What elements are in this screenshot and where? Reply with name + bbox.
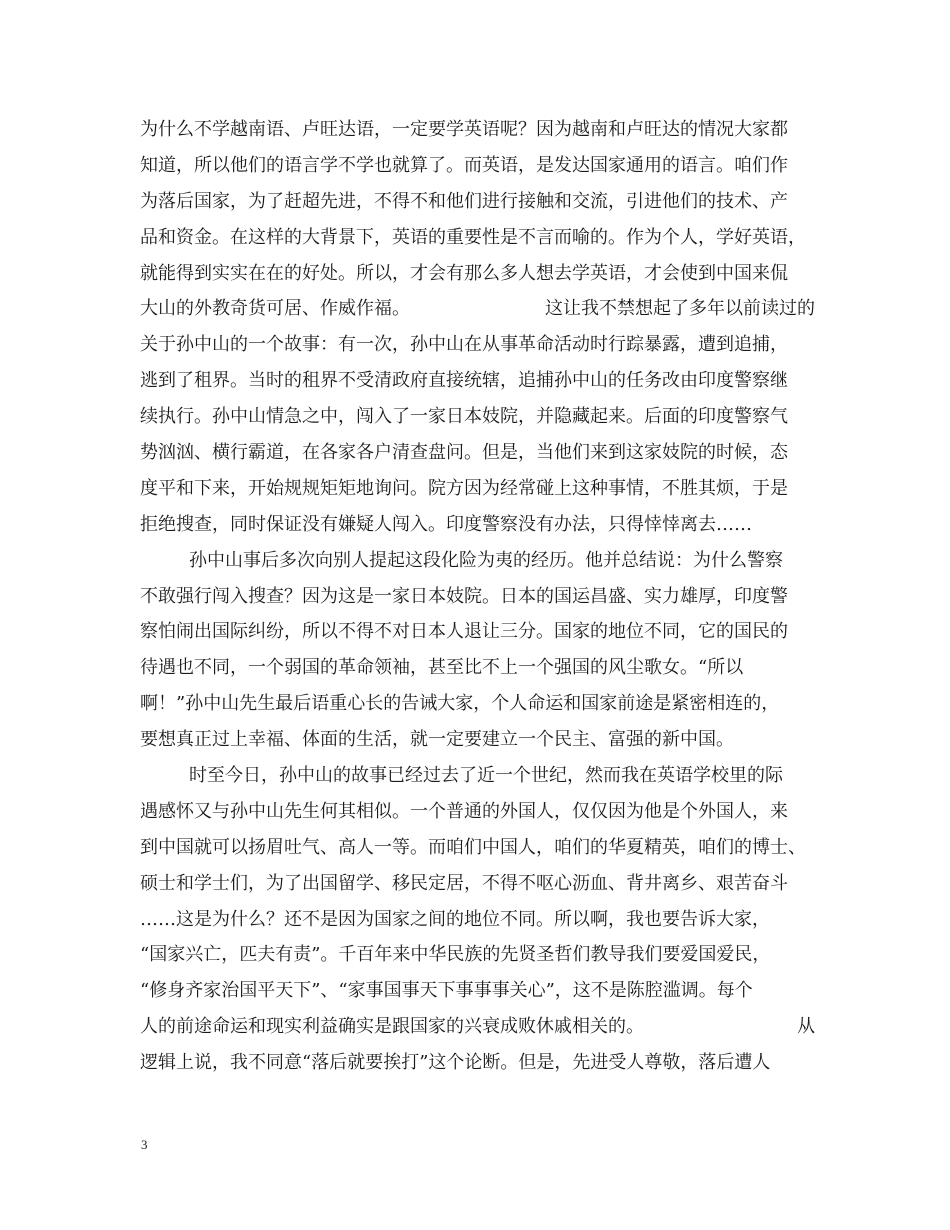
text-line-segment: 大山的外教奇货可居、作威作福。 <box>140 298 410 320</box>
text-line: 关于孙中山的一个故事：有一次，孙中山在从事革命活动时行踪暴露，遭到追捕， <box>140 334 788 356</box>
text-line: 待遇也不同，一个弱国的革命领袖，甚至比不上一个强国的风尘歌女。“所以 <box>140 657 744 679</box>
text-line: 啊！”孙中山先生最后语重心长的告诫大家，个人命运和国家前途是紧密相连的， <box>140 693 780 715</box>
text-line: 续执行。孙中山情急之中，闯入了一家日本妓院，并隐藏起来。后面的印度警察气 <box>140 406 788 428</box>
text-line: 逻辑上说，我不同意“落后就要挨打”这个论断。但是，先进受人尊敬，落后遭人 <box>140 1052 771 1074</box>
text-line: 察怕闹出国际纠纷，所以不得不对日本人退让三分。国家的地位不同，它的国民的 <box>140 621 788 643</box>
text-line-segment: 这让我不禁想起了多年以前读过的 <box>545 298 815 320</box>
text-line: 拒绝搜查，同时保证没有嫌疑人闯入。印度警察没有办法，只得悻悻离去…… <box>140 513 752 535</box>
text-line <box>140 291 815 327</box>
page-number: 3 <box>141 1137 148 1152</box>
text-line: “修身齐家治国平天下”、“家事国事天下事事事关心”，这不是陈腔滥调。每个 <box>140 980 753 1002</box>
text-line: 知道，所以他们的语言学不学也就算了。而英语，是发达国家通用的语言。咱们作 <box>140 154 788 176</box>
text-line-segment: 人的前途命运和现实利益确实是跟国家的兴衰成败休戚相关的。 <box>140 1016 644 1038</box>
text-line: 为落后国家，为了赶超先进，不得不和他们进行接触和交流，引进他们的技术、产 <box>140 190 788 212</box>
text-line-segment: 从 <box>797 1016 815 1038</box>
paragraph-start-line: 孙中山事后多次向别人提起这段化险为夷的经历。他并总结说：为什么警察 <box>189 549 783 571</box>
text-line: 到中国就可以扬眉吐气、高人一等。而咱们中国人，咱们的华夏精英，咱们的博士、 <box>140 836 806 858</box>
text-line: 为什么不学越南语、卢旺达语，一定要学英语呢？因为越南和卢旺达的情况大家都 <box>140 119 788 140</box>
text-line: 遇感怀又与孙中山先生何其相似。一个普通的外国人，仅仅因为他是个外国人，来 <box>140 800 788 822</box>
text-line: 逃到了租界。当时的租界不受清政府直接统辖，追捕孙中山的任务改由印度警察继 <box>140 370 788 392</box>
text-line: 硕士和学士们，为了出国留学、移民定居，不得不呕心沥血、背井离乡、艰苦奋斗 <box>140 872 788 894</box>
paragraph-start-line: 时至今日，孙中山的故事已经过去了近一个世纪，然而我在英语学校里的际 <box>189 765 783 787</box>
text-line: 不敢强行闯入搜查？因为这是一家日本妓院。日本的国运昌盛、实力雄厚，印度警 <box>140 585 788 607</box>
text-line: 度平和下来，开始规规矩矩地询问。院方因为经常碰上这种事情，不胜其烦，于是 <box>140 477 788 499</box>
body-text <box>140 112 815 1081</box>
text-line: 就能得到实实在在的好处。所以，才会有那么多人想去学英语，才会使到中国来侃 <box>140 262 788 284</box>
text-line: ……这是为什么？还不是因为国家之间的地位不同。所以啊，我也要告诉大家， <box>140 908 770 930</box>
text-line <box>140 1009 815 1045</box>
text-line: 要想真正过上幸福、体面的生活，就一定要建立一个民主、富强的新中国。 <box>140 729 734 751</box>
text-line: “国家兴亡，匹夫有责”。千百年来中华民族的先贤圣哲们教导我们要爱国爱民， <box>140 944 771 966</box>
text-line: 品和资金。在这样的大背景下，英语的重要性是不言而喻的。作为个人，学好英语， <box>140 226 806 248</box>
text-line: 势汹汹、横行霸道，在各家各户清查盘问。但是，当他们来到这家妓院的时候，态 <box>140 442 788 464</box>
